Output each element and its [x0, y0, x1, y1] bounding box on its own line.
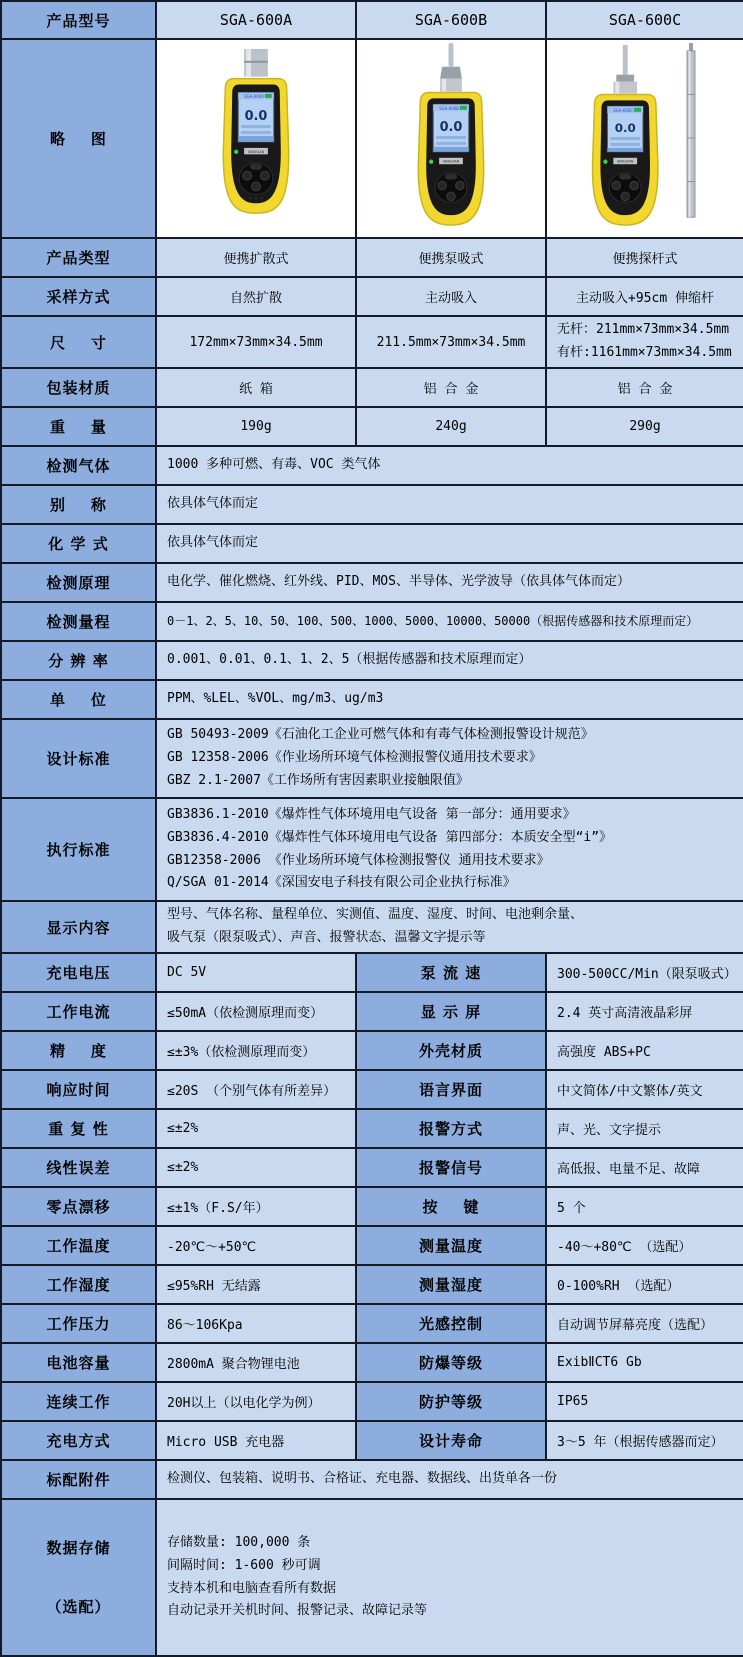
battery-icon	[460, 105, 467, 109]
row-label-zero-drift: 零点漂移	[1, 1187, 156, 1226]
screen-title: SGA-600A	[244, 93, 264, 99]
linearity-error-value: ≤±2%	[156, 1148, 356, 1187]
dimensions-c-without-rod: 无杆：211mm×73mm×34.5mm	[557, 322, 730, 338]
alarm-signal-value: 高低报、电量不足、故障	[546, 1148, 743, 1187]
row-repeatability-alarm-mode	[1, 1109, 743, 1148]
led-indicator	[603, 159, 607, 163]
row-alias	[1, 485, 743, 524]
device-image-sga-600a	[195, 43, 317, 231]
photo-cell-sga600a	[156, 39, 356, 238]
row-label-chemical-formula: 化 学 式	[1, 524, 156, 563]
row-working-humidity-measure-humidity	[1, 1265, 743, 1304]
row-dimensions	[1, 316, 743, 368]
row-label-dimensions: 尺 寸	[1, 316, 156, 368]
brand-text: SINGOAN	[442, 159, 460, 164]
row-zero-drift-buttons	[1, 1187, 743, 1226]
row-label-weight: 重 量	[1, 407, 156, 446]
probe-collar	[440, 66, 462, 78]
unit-value: PPM、%LEL、%VOL、mg/m3、ug/m3	[156, 680, 743, 719]
row-label-detection-range: 检测量程	[1, 602, 156, 641]
sampling-a: 自然扩散	[156, 277, 356, 316]
explosionproof-grade-value: ExibⅡCT6 Gb	[546, 1343, 743, 1382]
menu-button	[250, 163, 262, 169]
battery-icon	[634, 107, 641, 111]
packaging-a: 纸 箱	[156, 368, 356, 407]
battery-icon	[265, 93, 272, 97]
row-label-working-temperature: 工作温度	[1, 1226, 156, 1265]
probe-rod	[449, 43, 454, 67]
dimensions-a: 172mm×73mm×34.5mm	[156, 316, 356, 368]
detection-principle-value: 电化学、催化燃烧、红外线、PID、MOS、半导体、光学波导（依具体气体而定）	[156, 563, 743, 602]
row-linearity-alarm-signal	[1, 1148, 743, 1187]
row-label-design-standards: 设计标准	[1, 719, 156, 798]
row-charging-method-design-life	[1, 1421, 743, 1460]
row-battery-explosionproof	[1, 1343, 743, 1382]
product-type-b: 便携泵吸式	[356, 238, 546, 277]
row-product-model	[1, 1, 743, 39]
display-content-value: 型号、气体名称、量程单位、实测值、温度、湿度、时间、电池剩余量、 吸气泵（限泵吸式）、声音、报警状态、温馨文字提示等	[156, 901, 743, 953]
row-label-detected-gases: 检测气体	[1, 446, 156, 485]
measure-temperature-value: -40～+80℃ （选配）	[546, 1226, 743, 1265]
row-label-alarm-signal: 报警信号	[356, 1148, 546, 1187]
row-label-accuracy: 精 度	[1, 1031, 156, 1070]
measure-humidity-value: 0-100%RH （选配）	[546, 1265, 743, 1304]
row-label-repeatability: 重 复 性	[1, 1109, 156, 1148]
row-product-type	[1, 238, 743, 277]
brand-text: SINGOAN	[247, 149, 265, 154]
row-label-standard-accessories: 标配附件	[1, 1460, 156, 1499]
device-image-sga-600c	[570, 43, 720, 231]
photo-cell-sga600c	[546, 39, 743, 238]
screen-value: 0.0	[439, 119, 463, 135]
row-label-buttons: 按 键	[356, 1187, 546, 1226]
product-type-a: 便携扩散式	[156, 238, 356, 277]
brand-text: SINGOAN	[616, 159, 634, 164]
row-label-linearity-error: 线性误差	[1, 1148, 156, 1187]
weight-a: 190g	[156, 407, 356, 446]
model-name-sga600b: SGA-600B	[356, 1, 546, 39]
row-accuracy-shell	[1, 1031, 743, 1070]
row-charging-voltage-pump-flow	[1, 953, 743, 992]
row-label-executive-standards: 执行标准	[1, 798, 156, 901]
weight-c: 290g	[546, 407, 743, 446]
row-executive-standards	[1, 798, 743, 901]
row-response-time-language	[1, 1070, 743, 1109]
row-label-charging-method: 充电方式	[1, 1421, 156, 1460]
model-name-sga600a: SGA-600A	[156, 1, 356, 39]
row-label-working-humidity: 工作湿度	[1, 1265, 156, 1304]
standard-accessories-value: 检测仪、包装箱、说明书、合格证、充电器、数据线、出货单各一份	[156, 1460, 743, 1499]
row-label-protection-grade: 防护等级	[356, 1382, 546, 1421]
device-image-sga-600b	[391, 43, 511, 231]
chemical-formula-value: 依具体气体而定	[156, 524, 743, 563]
led-indicator	[429, 159, 433, 163]
row-label-resolution: 分 辨 率	[1, 641, 156, 680]
model-name-sga600c: SGA-600C	[546, 1, 743, 39]
row-chemical-formula	[1, 524, 743, 563]
detected-gases-value: 1000 多种可燃、有毒、VOC 类气体	[156, 446, 743, 485]
data-storage-label-line1: 数据存储	[46, 1539, 111, 1557]
row-label-product-model: 产品型号	[1, 1, 156, 39]
row-working-temp-measure-temp	[1, 1226, 743, 1265]
row-display-content	[1, 901, 743, 953]
row-label-working-current: 工作电流	[1, 992, 156, 1031]
row-unit	[1, 680, 743, 719]
row-label-shell-material: 外壳材质	[356, 1031, 546, 1070]
row-label-sketch: 略 图	[1, 39, 156, 238]
row-label-design-life: 设计寿命	[356, 1421, 546, 1460]
working-temperature-value: -20℃～+50℃	[156, 1226, 356, 1265]
row-label-continuous-work: 连续工作	[1, 1382, 156, 1421]
screen-value: 0.0	[244, 108, 268, 124]
zero-drift-value: ≤±1%（F.S/年）	[156, 1187, 356, 1226]
shell-material-value: 高强度 ABS+PC	[546, 1031, 743, 1070]
row-label-display-content: 显示内容	[1, 901, 156, 953]
row-label-alias: 别 称	[1, 485, 156, 524]
product-type-c: 便携探杆式	[546, 238, 743, 277]
inlet-tube	[623, 44, 628, 74]
design-life-value: 3～5 年（根据传感器而定）	[546, 1421, 743, 1460]
row-data-storage	[1, 1499, 743, 1656]
row-detection-range	[1, 602, 743, 641]
row-continuous-work-protection	[1, 1382, 743, 1421]
row-working-pressure-light-control	[1, 1304, 743, 1343]
row-resolution	[1, 641, 743, 680]
row-detection-principle	[1, 563, 743, 602]
row-label-language-ui: 语言界面	[356, 1070, 546, 1109]
row-weight	[1, 407, 743, 446]
dimensions-b: 211.5mm×73mm×34.5mm	[356, 316, 546, 368]
protection-grade-value: IP65	[546, 1382, 743, 1421]
dimensions-c	[546, 316, 743, 368]
detection-range-value: 0－1、2、5、10、50、100、500、1000、5000、10000、50000（根据传感器和技术原理而定）	[156, 602, 743, 641]
telescopic-rod	[687, 50, 695, 216]
menu-button	[445, 173, 457, 179]
row-label-light-control: 光感控制	[356, 1304, 546, 1343]
display-screen-value: 2.4 英寸高清液晶彩屏	[546, 992, 743, 1031]
row-label-pump-flow: 泵 流 速	[356, 953, 546, 992]
row-label-charging-voltage: 充电电压	[1, 953, 156, 992]
row-label-working-pressure: 工作压力	[1, 1304, 156, 1343]
working-humidity-value: ≤95%RH 无结露	[156, 1265, 356, 1304]
dimensions-c-with-rod: 有杆:1161mm×73mm×34.5mm	[557, 345, 732, 360]
screen-title: SGA-600B	[439, 105, 459, 111]
screen-title: SGA-600C	[613, 107, 634, 113]
row-label-alarm-mode: 报警方式	[356, 1109, 546, 1148]
buttons-value: 5 个	[546, 1187, 743, 1226]
row-label-measure-humidity: 测量湿度	[356, 1265, 546, 1304]
row-packaging-material	[1, 368, 743, 407]
row-label-detection-principle: 检测原理	[1, 563, 156, 602]
row-working-current-display	[1, 992, 743, 1031]
row-label-response-time: 响应时间	[1, 1070, 156, 1109]
row-label-unit: 单 位	[1, 680, 156, 719]
row-label-data-storage	[1, 1499, 156, 1656]
photo-cell-sga600b	[356, 39, 546, 238]
design-standards-value: GB 50493-2009《石油化工企业可燃气体和有毒气体检测报警设计规范》 GB 12358-2006《作业场所环境气体检测报警仪通用技术要求》 GBZ 2.1-2007《工作场所有害因素职业接触限值》	[156, 719, 743, 798]
row-detected-gases	[1, 446, 743, 485]
executive-standards-value: GB3836.1-2010《爆炸性气体环境用电气设备 第一部分：通用要求》 GB3836.4-2010《爆炸性气体环境用电气设备 第四部分：本质安全型“i”》 GB12358-2006 《作业场所环境气体检测报警仪 通用技术要求》 Q/SGA 01-2014《深国安电子科技有限公司企业执行标准》	[156, 798, 743, 901]
row-label-sampling-method: 采样方式	[1, 277, 156, 316]
charging-voltage-value: DC 5V	[156, 953, 356, 992]
packaging-c: 铝 合 金	[546, 368, 743, 407]
menu-button	[619, 173, 631, 179]
working-pressure-value: 86～106Kpa	[156, 1304, 356, 1343]
weight-b: 240g	[356, 407, 546, 446]
battery-capacity-value: 2800mA 聚合物锂电池	[156, 1343, 356, 1382]
row-label-packaging: 包装材质	[1, 368, 156, 407]
row-label-explosionproof-grade: 防爆等级	[356, 1343, 546, 1382]
telescopic-rod-tip	[689, 43, 693, 51]
tube-collar	[616, 74, 634, 81]
data-storage-label-line2: （选配）	[46, 1597, 111, 1616]
row-design-standards	[1, 719, 743, 798]
data-storage-value: 存储数量: 100,000 条 间隔时间: 1-600 秒可调 支持本机和电脑查看所有数据 自动记录开关机时间、报警记录、故障记录等	[156, 1499, 743, 1656]
row-label-product-type: 产品类型	[1, 238, 156, 277]
screen-value: 0.0	[614, 120, 636, 135]
working-current-value: ≤50mA（依检测原理而变）	[156, 992, 356, 1031]
accuracy-value: ≤±3%（依检测原理而变）	[156, 1031, 356, 1070]
resolution-value: 0.001、0.01、0.1、1、2、5（根据传感器和技术原理而定）	[156, 641, 743, 680]
repeatability-value: ≤±2%	[156, 1109, 356, 1148]
row-sketch	[1, 39, 743, 238]
led-indicator	[234, 149, 238, 153]
row-sampling-method	[1, 277, 743, 316]
charging-method-value: Micro USB 充电器	[156, 1421, 356, 1460]
row-standard-accessories	[1, 1460, 743, 1499]
light-control-value: 自动调节屏幕亮度（选配）	[546, 1304, 743, 1343]
alias-value: 依具体气体而定	[156, 485, 743, 524]
sampling-c: 主动吸入+95cm 伸缩杆	[546, 277, 743, 316]
continuous-work-value: 20H以上（以电化学为例）	[156, 1382, 356, 1421]
row-label-measure-temperature: 测量温度	[356, 1226, 546, 1265]
language-ui-value: 中文简体/中文繁体/英文	[546, 1070, 743, 1109]
row-label-display-screen: 显 示 屏	[356, 992, 546, 1031]
alarm-mode-value: 声、光、文字提示	[546, 1109, 743, 1148]
pump-flow-value: 300-500CC/Min（限泵吸式）	[546, 953, 743, 992]
packaging-b: 铝 合 金	[356, 368, 546, 407]
response-time-value: ≤20S （个别气体有所差异）	[156, 1070, 356, 1109]
sampling-b: 主动吸入	[356, 277, 546, 316]
row-label-battery-capacity: 电池容量	[1, 1343, 156, 1382]
